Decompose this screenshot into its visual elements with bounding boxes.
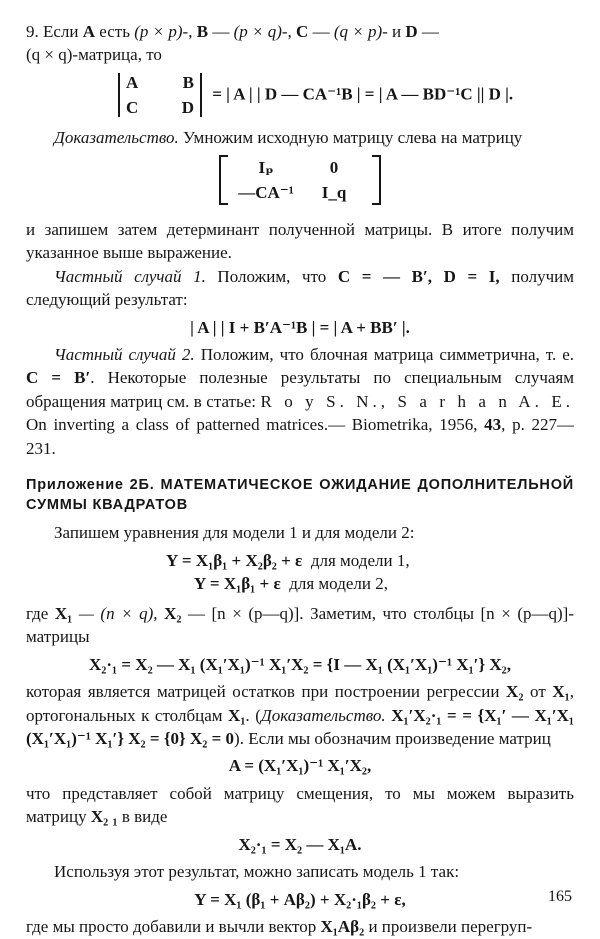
- proof-continuation: и запишем затем детерминант полученной матрицы. В итоге получим указанное выше выражение.: [26, 219, 574, 263]
- item9-paragraph: 9. Если A есть (p × p)-, B — (p × q)-, C — (q × p)- и D — (q × q)-матрица, то: [26, 22, 439, 65]
- using-sentence: Используя этот результат, можно записать модель 1 так:: [54, 862, 460, 882]
- A-equation: A = (X₁′X₁)⁻¹ X₁′X₂,: [228, 756, 372, 776]
- appendix-heading: Приложение 2Б. МАТЕМАТИЧЕСКОЕ ОЖИДАНИЕ ДОПОЛНИТЕЛЬНОЙ СУММЫ КВАДРАТОВ: [26, 477, 574, 513]
- determinant: A B C D: [112, 71, 208, 120]
- where-paragraph: где X₁ — (n × q), X₂ — [n × (p—q)]. Заметим, что столбцы [n × (p—q)]-матрицы: [26, 603, 574, 647]
- model2-equation: Y = X₁β₁ + ε для модели 2,: [194, 574, 388, 594]
- case2-paragraph: Частный случай 2. Положим, что блочная матрица симметрична, т. е. C = B′. Некоторые полезные результаты по специальным случаям обращения матриц см. в статье: R o y S. N., S a r h a n A. E. On inverting a class of patterned matrices.— Biometrika, 1956, 43, p. 227—231.: [26, 344, 575, 458]
- model-equations: [26, 549, 574, 596]
- model1-rewritten-equation: Y = X₁ (β₁ + Aβ₂) + X₂·₁β₂ + ε,: [194, 889, 406, 909]
- bias-paragraph: что представляет собой матрицу смещения, то мы можем выразить матрицу X₂ ₁ в виде: [26, 783, 574, 827]
- case1-equation: | A | | I + B′A⁻¹B | = | A + BB′ |.: [190, 317, 410, 337]
- determinant-rhs: = | A | | D — CA⁻¹B | = | A — BD⁻¹C || D |.: [212, 84, 514, 104]
- proof-paragraph: Доказательство. Умножим исходную матрицу слева на матрицу: [54, 127, 523, 147]
- page-number: 165: [548, 888, 572, 905]
- block-matrix: Iₚ 0 —CA⁻¹ I_q: [26, 155, 574, 211]
- last-paragraph: где мы просто добавили и вычли вектор X₁Aβ₂ и произвели перегруп-: [26, 917, 533, 937]
- determinant-equation: [26, 71, 574, 120]
- case1-paragraph: Частный случай 1. Положим, что C = — B′, D = I, получим следующий результат:: [26, 266, 575, 310]
- page-body: [26, 20, 574, 939]
- residuals-paragraph: которая является матрицей остатков при построении регрессии X₂ от X₁, ортогональных к столбцам X₁. (Доказательство. X₁′X₂·₁ = = {X₁′ — X₁′X₁ (X₁′X₁)⁻¹ X₁′} X₂ = {0} X₂ = 0). Если мы обозначим произведение матриц: [26, 682, 574, 748]
- model1-equation: Y = X₁β₁ + X₂β₂ + ε для модели 1,: [166, 550, 410, 570]
- x21-equation: X₂·₁ = X₂ — X₁ (X₁′X₁)⁻¹ X₁′X₂ = {I — X₁ (X₁′X₁)⁻¹ X₁′} X₂,: [88, 654, 512, 674]
- intro-sentence: Запишем уравнения для модели 1 и для модели 2:: [54, 523, 415, 543]
- x21-A-equation: X₂·₁ = X₂ — X₁A.: [238, 834, 362, 854]
